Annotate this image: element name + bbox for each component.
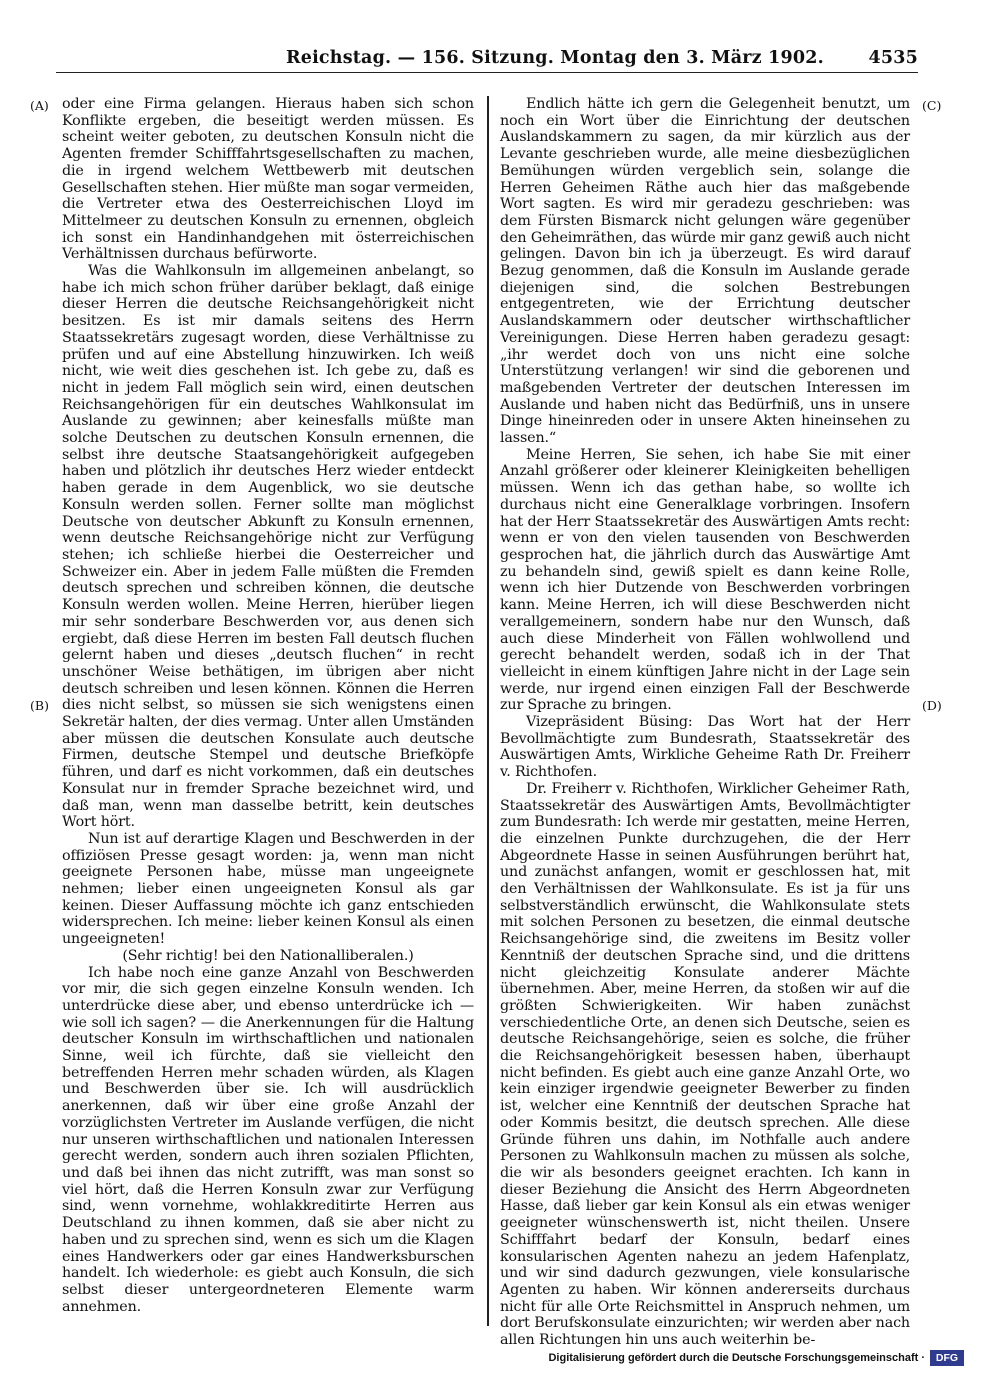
footer-credit: [548, 1350, 964, 1366]
interjection: (Sehr richtig! bei den Nationalliberalen.): [122, 947, 414, 964]
running-header: [56, 44, 918, 73]
margin-marker-c: (C): [922, 98, 942, 113]
dfg-logo: DFG: [930, 1350, 964, 1366]
margin-marker-d: (D): [922, 698, 942, 713]
paragraph: Meine Herren, Sie sehen, ich habe Sie mit einer Anzahl größerer oder kleinerer Kleinigkeiten behelligen müssen. Wenn ich das gethan habe, so wollte ich durchaus nicht eine Generalklage vorbringen. Insofern hat der Herr Staatssekretär des Auswärtigen Amts recht: wenn er von den vielen tausenden von Beschwerden gesprochen hat, die jährlich durch das Auswärtige Amt zu behandeln sind, gewiß spielt es dann keine Rolle, wenn ich hier Dutzende von Beschwerden vorbringen kann. Meine Herren, ich will diese Beschwerden nicht verallgemeinern, sondern habe nur den Wunsch, daß auch diese Minderheit von Fällen wohlwollend und gerecht behandelt werden, sodaß ich in der That vielleicht in einem künftigen Jahre nicht in der Lage sein werde, nur irgend einen einzigen Fall der Beschwerde zur Sprache zu bringen.: [500, 446, 910, 714]
left-column: [62, 96, 474, 1315]
paragraph: Nun ist auf derartige Klagen und Beschwerden in der offiziösen Presse gesagt worden: ja, wenn man nicht geeignete Personen habe, müsse man ungeeignete nehmen; lieber einen ungeeigneten Konsul als gar keinen. Dieser Auffassung möchte ich ganz entschieden widersprechen. Ich meine: lieber keinen Konsul als einen ungeeigneten!: [62, 830, 474, 948]
paragraph: Was die Wahlkonsuln im allgemeinen anbelangt, so habe ich mich schon früher darüber beklagt, daß einige dieser Herren die deutsche Reichsangehörigkeit nicht besitzen. Es ist mir damals seitens des Herrn Staatssekretärs zugesagt worden, diese Verhältnisse zu prüfen und auf eine Abstellung hinzuwirken. Ich weiß nicht, wie weit dies geschehen ist. Ich gebe zu, daß es nicht in jedem Fall möglich sein wird, einen deutschen Reichsangehörigen für ein deutsches Wahlkonsulat im Auslande zu gewinnen; aber keinesfalls müßte man solche Deutschen zu deutschen Konsuln ernennen, die selbst ihre deutsche Staatsangehörigkeit aufgegeben haben und plötzlich ihr deutsches Herz wieder entdeckt haben gerade in dem Augenblick, wo sie deutsche Konsuln werden sollen. Ferner sollte man möglichst Deutsche von deutscher Abkunft zu Konsuln ernennen, wenn deutsche Reichsangehörige nicht zur Verfügung stehen; ich schließe hierbei die Oesterreicher und Schweizer ein. Aber in jedem Falle müßten die Fremden deutsch sprechen und schreiben können, die deutsche Konsuln werden wollen. Meine Herren, hierüber liegen mir sehr sonderbare Beschwerden vor, aus denen sich ergiebt, daß diese Herren im besten Fall deutsch fluchen gelernt haben und dieses „deutsch fluchen“ in recht unschöner Weise bethätigen, im übrigen aber nicht deutsch schreiben und lesen können. Können die Herren dies nicht selbst, so müssen sie sich wenigstens einen Sekretär halten, der dies vermag. Unter allen Umständen aber müssen die deutschen Konsulate auch deutsche Firmen, deutsche Stempel und deutsche Briefköpfe führen, und darf es nicht vorkommen, daß ein deutsches Konsulat nur in fremder Sprache bezeichnet wird, und daß man, wenn man dasselbe betritt, kein deutsches Wort hört.: [62, 263, 474, 831]
speaker-paragraph: Vizepräsident Büsing: Das Wort hat der Herr Bevollmächtigte zum Bundesrath, Staatssekretär des Auswärtigen Amts, Wirkliche Geheime Rath Dr. Freiherr v. Richthofen.: [500, 714, 910, 781]
right-column: [500, 96, 910, 1349]
margin-marker-a: (A): [30, 98, 49, 113]
page-number: 4535: [868, 48, 918, 68]
speaker-paragraph: Dr. Freiherr v. Richthofen, Wirklicher Geheimer Rath, Staatssekretär des Auswärtigen Amts, Bevollmächtigter zum Bundesrath: Ich werde mir gestatten, meine Herren, die einzelnen Punkte durchzugehen, die der Herr Abgeordnete Hasse in seinen Ausführungen berührt hat, und zunächst anfangen, womit er geschlossen hat, mit den Verhältnissen der Wahlkonsulate. Es ist ja für uns selbstverständlich erwünscht, die Wahlkonsulate stets mit solchen Personen zu besetzen, die einmal deutsche Reichsangehörige sind, die zweitens im Besitz voller Kenntniß der deutschen Sprache sind, und die drittens nicht gleichzeitig Konsulate anderer Mächte übernehmen. Aber, meine Herren, da stoßen wir auf die größten Schwierigkeiten. Wir haben zunächst verschiedentliche Orte, an denen sich Deutsche, seien es deutsche Reichsangehörige, seien es solche, die früher die Reichsangehörigkeit besessen haben, überhaupt nicht befinden. Es giebt auch eine ganze Anzahl Orte, wo kein einziger irgendwie geeigneter Bewerber zu finden ist, welcher eine Kenntniß der deutschen Sprache hat oder Kommis besitzt, die deutsch sprechen. Alle diese Gründe führen uns dahin, im Nothfalle auch andere Personen zu Wahlkonsuln machen zu müssen als solche, die wir als besonders geeignet erachten. Ich kann in dieser Beziehung die Ansicht des Herrn Abgeordneten Hasse, daß lieber gar kein Konsul als ein etwas weniger geeigneter wünschenswerth ist, nicht theilen. Unsere Schifffahrt bedarf der Konsuln, bedarf eines konsularischen Agenten nahezu an jedem Hafenplatz, und wir sind dadurch gezwungen, viele konsularische Agenten zu haben. Wir können andererseits durchaus nicht für alle Orte Reichsmittel in Anspruch nehmen, um dort Berufskonsulate einzurichten; wir werden aber nach allen Richtungen hin uns auch weiterhin be-: [500, 780, 910, 1349]
paragraph: oder eine Firma gelangen. Hieraus haben sich schon Konflikte ergeben, die beseitigt werden müssen. Es scheint weiter geboten, zu deutschen Konsuln nicht die Agenten fremder Schifffahrtsgesellschaften zu machen, die in irgend welchem Wettbewerb mit deutschen Gesellschaften stehen. Hier müßte man sogar vermeiden, die Vertreter etwa des Oesterreichischen Lloyd im Mittelmeer zu deutschen Konsuln zu ernennen, obgleich ich sonst ein Handinhandgehen mit österreichischen Verhältnissen durchaus befürworte.: [62, 96, 474, 263]
paragraph: Ich habe noch eine ganze Anzahl von Beschwerden vor mir, die sich gegen einzelne Konsuln wenden. Ich unterdrücke diese aber, und ebenso unterdrücke ich — wie soll ich sagen? — die Anerkennungen für die Haltung deutscher Konsuln im wirthschaftlichen und nationalen Sinne, weil ich fürchte, daß sie vielleicht den betreffenden Herren mehr schaden würden, als Klagen und Beschwerden über sie. Ich will ausdrücklich anerkennen, daß wir über eine große Anzahl der vorzüglichsten Vertreter im Auslande verfügen, die nicht nur unseren wirthschaftlichen und nationalen Interessen gerecht werden, sondern auch ihren sozialen Pflichten, und daß bei ihnen das nicht zutrifft, was man sonst so viel hört, daß die Herren Konsuln zwar zur Verfügung sind, wenn vornehme, wohlakkreditirte Herren aus Deutschland zu ihnen kommen, daß sie aber nicht zu haben und zu sprechen sind, wenn es sich um die Klagen eines Handwerkers oder gar eines Handwerksburschen handelt. Ich wiederhole: es giebt auch Konsuln, die sich selbst dieser untergeordneteren Elemente warm annehmen.: [62, 964, 474, 1315]
header-title: Reichstag. — 156. Sitzung. Montag den 3. März 1902.: [286, 48, 824, 68]
margin-marker-b: (B): [30, 698, 49, 713]
paragraph: Endlich hätte ich gern die Gelegenheit benutzt, um noch ein Wort über die Einrichtung der deutschen Auslandskammern zu sagen, da mir kürzlich aus der Levante geschrieben wurde, alle meine diesbezüglichen Bemühungen würden vergeblich sein, solange die Herren Geheimen Räthe auch hier das maßgebende Wort sagten. Es wird mir geradezu geschrieben: was dem Fürsten Bismarck nicht gelungen wäre gegenüber den Geheimräthen, das würde mir ganz gewiß auch nicht gelingen. Davon bin ich ja überzeugt. Es wird darauf Bezug genommen, daß die Konsuln im Auslande gerade diejenigen sind, die solchen Bestrebungen entgegentreten, wie der Errichtung deutscher Auslandskammern oder deutscher wirthschaftlicher Vereinigungen. Diese Herren haben geradezu gesagt: „ihr werdet doch von uns nicht eine solche Unterstützung verlangen! wir sind die geborenen und maßgebenden Vertreter der deutschen Interessen im Auslande und haben nicht das Bedürfniß, uns in unsere Dinge hineinreden oder in unsere Akten hineinsehen zu lassen.“: [500, 96, 910, 447]
column-divider: [487, 96, 489, 1326]
footer-text: Digitalisierung gefördert durch die Deutsche Forschungsgemeinschaft ·: [548, 1352, 925, 1364]
